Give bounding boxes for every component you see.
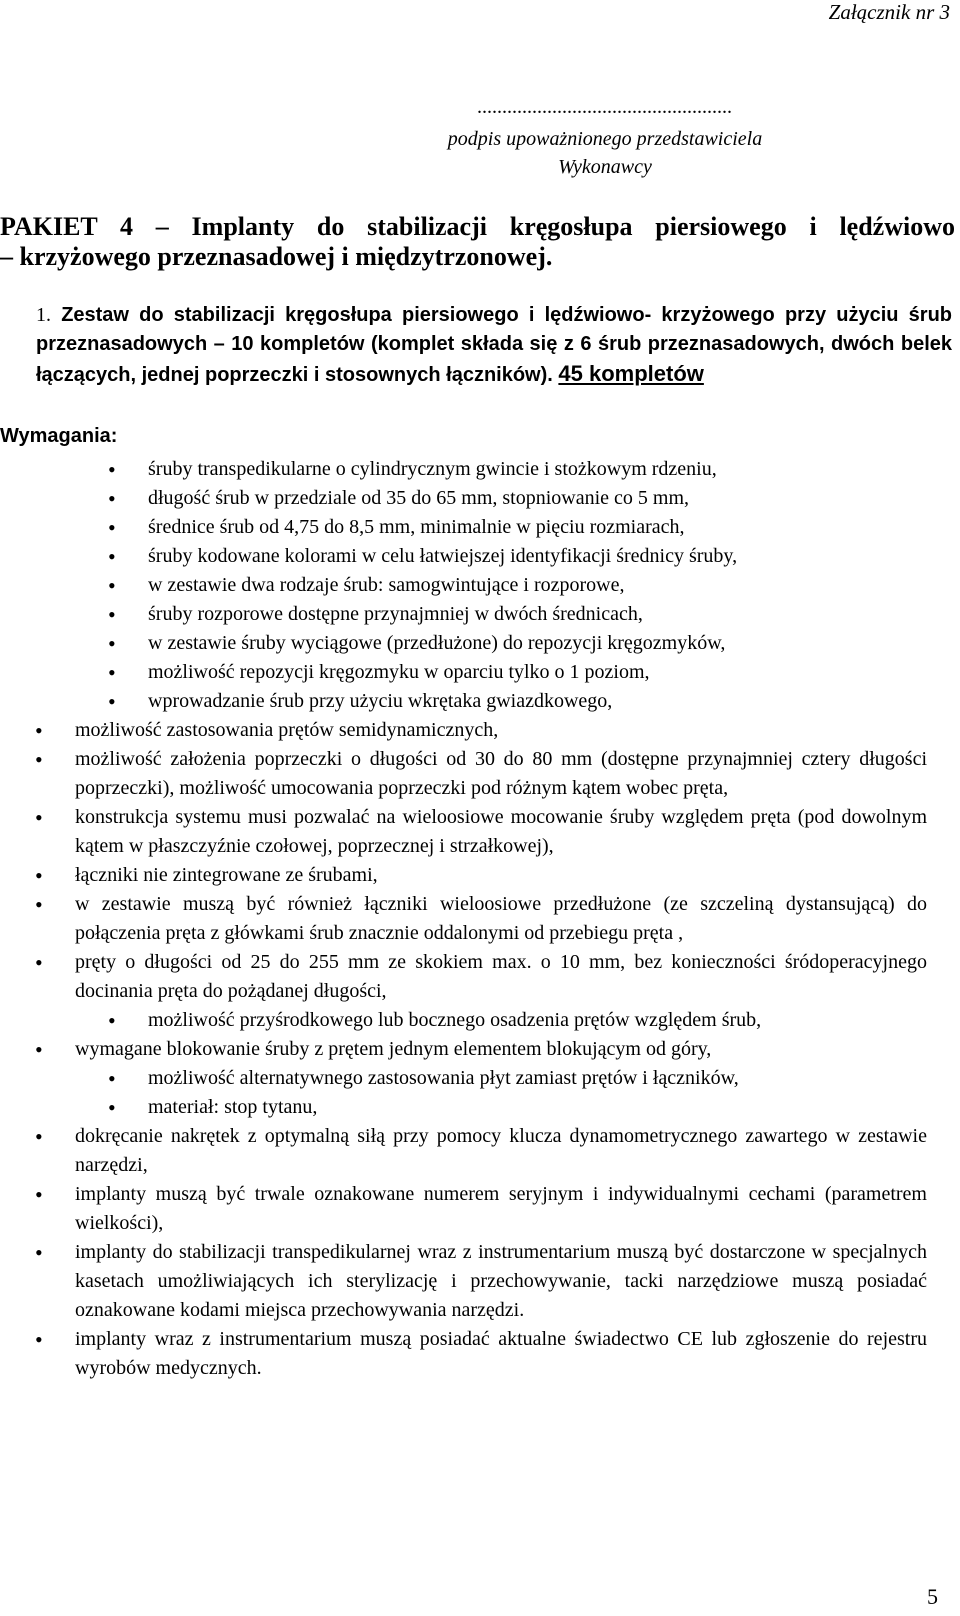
requirement-item <box>35 716 927 745</box>
item-text: Zestaw do stabilizacji kręgosłupa piersiowego i lędźwiowo- krzyżowego przy użyciu śrub przeznasadowych – 10 kompletów (komplet składa się z 6 śrub przeznasadowych, dwóch belek łączących, jednej poprzeczki i stosownych łączników). <box>36 304 952 386</box>
requirement-item <box>35 890 927 948</box>
requirement-item <box>108 1064 943 1093</box>
package-title <box>0 212 955 272</box>
requirement-item <box>35 948 927 1006</box>
requirement-item <box>35 1122 927 1180</box>
requirement-text: śruby rozporowe dostępne przynajmniej w dwóch średnicach, <box>148 603 643 625</box>
bullet-icon: • <box>108 631 116 656</box>
requirement-text: średnice śrub od 4,75 do 8,5 mm, minimalnie w pięciu rozmiarach, <box>148 516 685 538</box>
page-number: 5 <box>927 1584 938 1609</box>
requirement-text: w zestawie śruby wyciągowe (przedłużone) do repozycji kręgozmyków, <box>148 632 726 654</box>
requirement-item <box>108 687 943 716</box>
bullet-icon: • <box>108 573 116 598</box>
requirement-item <box>108 542 943 571</box>
bullet-icon: • <box>35 892 43 917</box>
requirement-text: w zestawie muszą być również łączniki wieloosiowe przedłużone (ze szczeliną dystansującą) do połączenia pręta z główkami śrub znacznie oddalonymi od przebiegu pręta , <box>75 893 927 944</box>
bullet-icon: • <box>35 863 43 888</box>
requirement-text: pręty o długości od 25 do 255 mm ze skokiem max. o 10 mm, bez konieczności śródoperacyjnego docinania pręta do pożądanej długości, <box>75 951 927 1002</box>
requirement-item <box>108 513 943 542</box>
signature-line: ................................................... <box>477 96 733 118</box>
bullet-icon: • <box>108 515 116 540</box>
requirement-item <box>108 600 943 629</box>
bullet-icon: • <box>108 602 116 627</box>
bullet-icon: • <box>35 1037 43 1062</box>
requirement-item <box>108 571 943 600</box>
bullet-icon: • <box>108 1008 116 1033</box>
requirement-item <box>108 1093 943 1122</box>
requirement-text: możliwość repozycji kręgozmyku w oparciu tylko o 1 poziom, <box>148 661 650 683</box>
requirement-text: łączniki nie zintegrowane ze śrubami, <box>75 864 378 886</box>
bullet-icon: • <box>108 544 116 569</box>
requirement-item <box>35 861 927 890</box>
package-title-line2: – krzyżowego przeznasadowej i międzytrzonowej. <box>0 242 553 271</box>
requirement-item <box>35 1238 927 1325</box>
item-1-description <box>36 301 952 390</box>
requirement-text: w zestawie dwa rodzaje śrub: samogwintujące i rozporowe, <box>148 574 625 596</box>
requirement-item <box>35 1180 927 1238</box>
requirement-text: możliwość zastosowania prętów semidynamicznych, <box>75 719 499 741</box>
requirement-text: śruby transpedikularne o cylindrycznym gwincie i stożkowym rdzeniu, <box>148 458 717 480</box>
bullet-icon: • <box>35 1327 43 1352</box>
bullet-icon: • <box>108 1066 116 1091</box>
requirement-text: długość śrub w przedziale od 35 do 65 mm, stopniowanie co 5 mm, <box>148 487 690 509</box>
annex-label: Załącznik nr 3 <box>828 0 950 24</box>
requirement-item <box>108 658 943 687</box>
item-number: 1. <box>36 304 51 326</box>
requirement-text: wprowadzanie śrub przy użyciu wkrętaka gwiazdkowego, <box>148 690 613 712</box>
bullet-icon: • <box>35 805 43 830</box>
bullet-icon: • <box>108 689 116 714</box>
requirement-text: wymagane blokowanie śruby z prętem jednym elementem blokującym od góry, <box>75 1038 712 1060</box>
signature-caption-contractor: Wykonawcy <box>558 156 652 178</box>
requirement-text: dokręcanie nakrętek z optymalną siłą przy pomocy klucza dynamometrycznego zawartego w zestawie narzędzi, <box>75 1125 927 1176</box>
requirement-text: implanty wraz z instrumentarium muszą posiadać aktualne świadectwo CE lub zgłoszenie do rejestru wyrobów medycznych. <box>75 1328 927 1379</box>
bullet-icon: • <box>35 718 43 743</box>
requirement-text: konstrukcja systemu musi pozwalać na wieloosiowe mocowanie śruby względem pręta (pod dowolnym kątem w płaszczyźnie czołowej, poprzecznej i strzałkowej), <box>75 806 927 857</box>
requirement-text: możliwość założenia poprzeczki o długości od 30 do 80 mm (dostępne przynajmniej cztery długości poprzeczki), możliwość umocowania poprzeczki pod różnym kątem wobec pręta, <box>75 748 927 799</box>
bullet-icon: • <box>35 1182 43 1207</box>
bullet-icon: • <box>108 457 116 482</box>
signature-caption: podpis upoważnionego przedstawiciela <box>447 128 763 150</box>
requirement-text: śruby kodowane kolorami w celu łatwiejszej identyfikacji średnicy śruby, <box>148 545 738 567</box>
requirement-text: materiał: stop tytanu, <box>148 1096 318 1118</box>
bullet-icon: • <box>35 747 43 772</box>
requirement-item <box>35 745 927 803</box>
requirement-item <box>108 1006 943 1035</box>
requirement-text: możliwość przyśrodkowego lub bocznego osadzenia prętów względem śrub, <box>148 1009 762 1031</box>
requirement-text: implanty muszą być trwale oznakowane numerem seryjnym i indywidualnymi cechami (parametrem wielkości), <box>75 1183 927 1234</box>
kit-count: 45 kompletów <box>558 361 704 386</box>
requirement-item <box>35 1325 927 1383</box>
requirement-item <box>108 455 943 484</box>
bullet-icon: • <box>35 1124 43 1149</box>
package-title-line1: PAKIET 4 – Implanty do stabilizacji kręgosłupa piersiowego i lędźwiowo <box>0 212 955 241</box>
requirement-item <box>35 1035 927 1064</box>
requirement-item <box>108 629 943 658</box>
requirement-item <box>35 803 927 861</box>
bullet-icon: • <box>35 1240 43 1265</box>
bullet-icon: • <box>108 1095 116 1120</box>
bullet-icon: • <box>108 660 116 685</box>
requirements-heading: Wymagania: <box>0 425 118 447</box>
requirements-list <box>0 455 960 1383</box>
requirement-text: możliwość alternatywnego zastosowania płyt zamiast prętów i łączników, <box>148 1067 739 1089</box>
requirement-item <box>108 484 943 513</box>
bullet-icon: • <box>35 950 43 975</box>
bullet-icon: • <box>108 486 116 511</box>
requirement-text: implanty do stabilizacji transpedikularnej wraz z instrumentarium muszą być dostarczone w specjalnych kasetach umożliwiających ich sterylizację i przechowywanie, tacki narzędziowe muszą posiadać oznakowane kodami miejsca przechowywania narzędzi. <box>75 1241 927 1321</box>
